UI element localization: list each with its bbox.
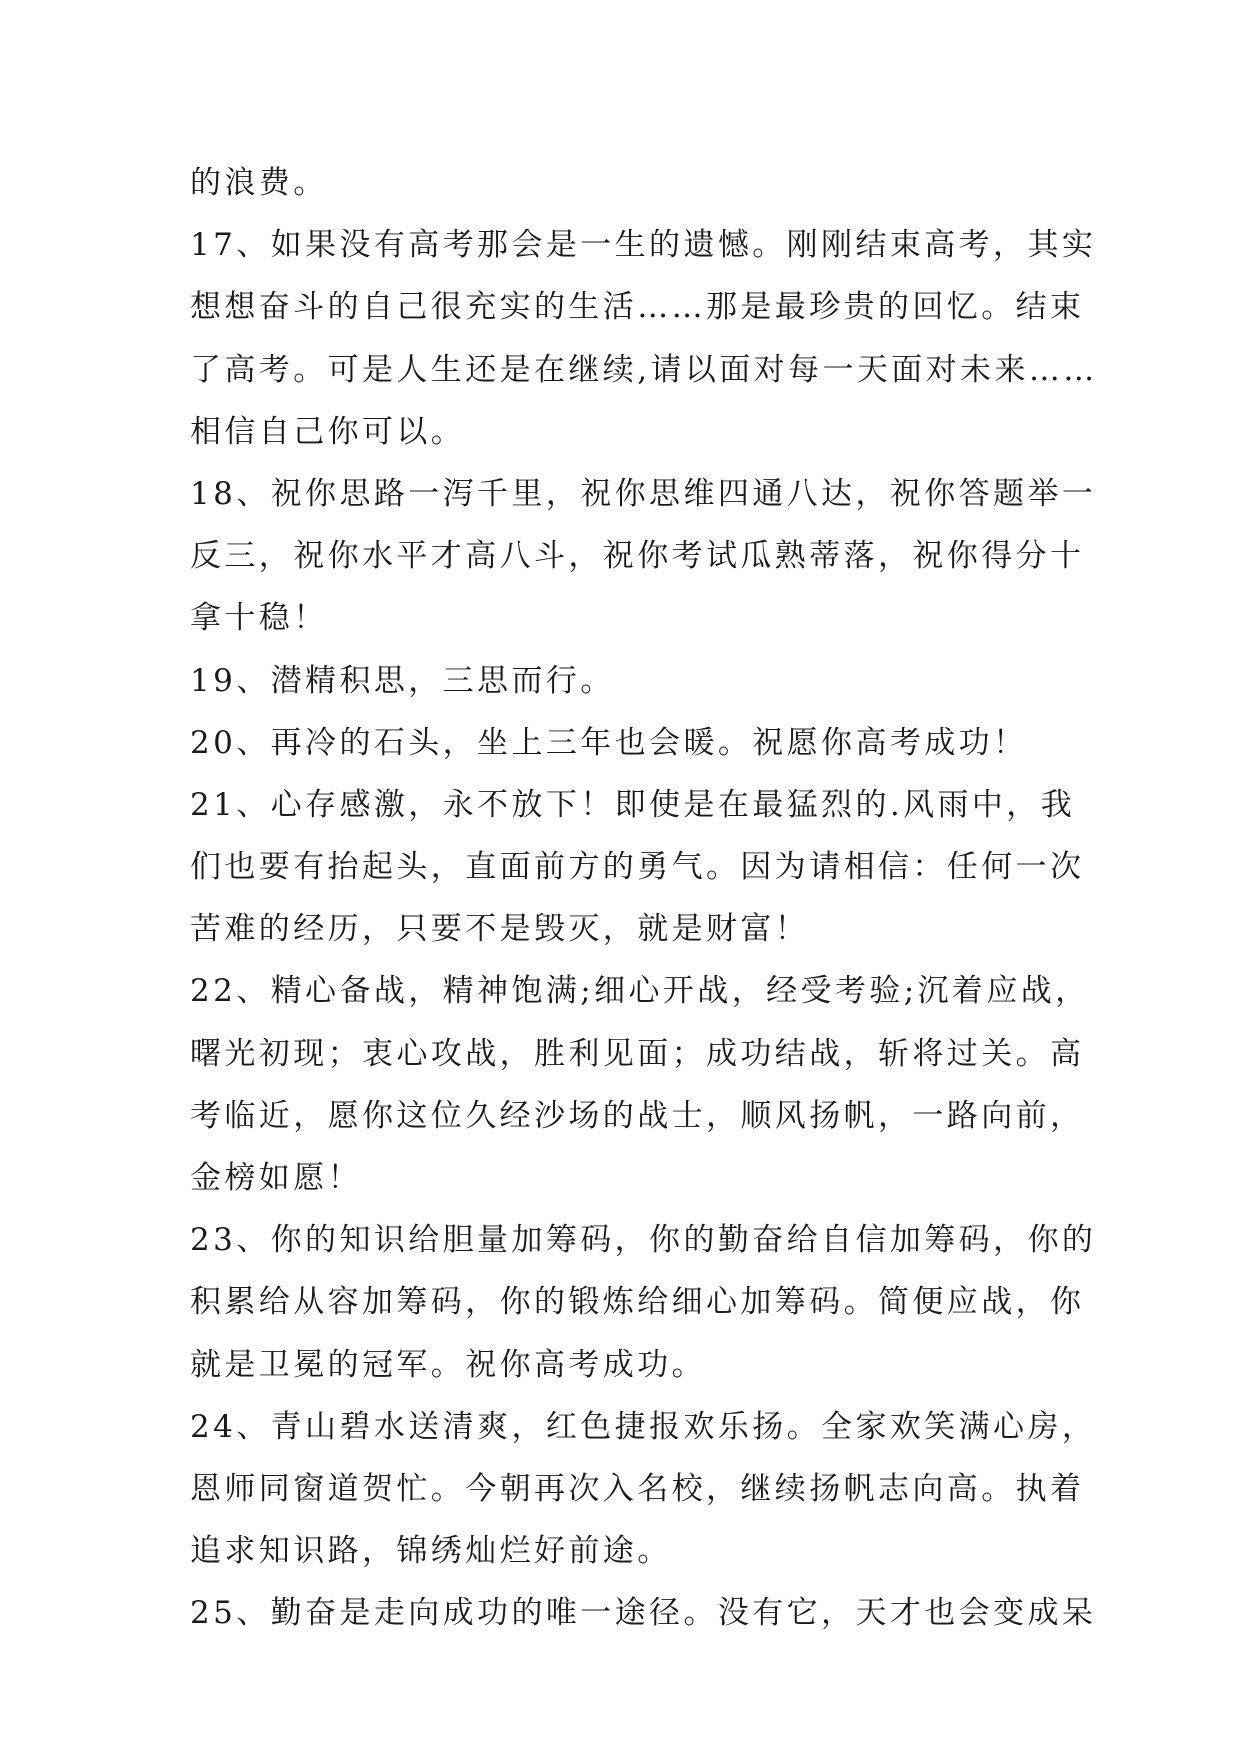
- text-line: 18、祝你思路一泻千里，祝你思维四通八达，祝你答题举一: [190, 475, 1097, 512]
- text-line: 积累给从容加筹码，你的锻炼给细心加筹码。简便应战，你: [190, 1284, 1085, 1321]
- text-line: 考临近，愿你这位久经沙场的战士，顺风扬帆，一路向前，: [190, 1097, 1085, 1134]
- text-line: 19、潜精积思，三思而行。: [190, 662, 615, 699]
- text-line: 拿十稳！: [190, 600, 328, 637]
- text-line: 22、精心备战，精神饱满;细心开战，经受考验;沉着应战，: [190, 973, 1090, 1010]
- text-line: 苦难的经历，只要不是毁灭，就是财富！: [190, 911, 810, 948]
- text-line: 恩师同窗道贺忙。今朝再次入名校，继续扬帆志向高。执着: [190, 1470, 1085, 1507]
- text-line: 相信自己你可以。: [190, 413, 466, 450]
- body-text: [190, 152, 1098, 1645]
- text-line: 20、再冷的石头，坐上三年也会暖。祝愿你高考成功！: [190, 724, 1028, 761]
- text-line: 23、你的知识给胆量加筹码，你的勤奋给自信加筹码，你的: [190, 1222, 1097, 1259]
- text-line: 了高考。可是人生还是在继续,请以面对每一天面对未来……: [190, 351, 1098, 388]
- text-line: 25、勤奋是走向成功的唯一途径。没有它，天才也会变成呆: [190, 1595, 1097, 1632]
- text-line: 金榜如愿！: [190, 1160, 362, 1196]
- text-line: 想想奋斗的自己很充实的生活……那是最珍贵的回忆。结束: [190, 289, 1085, 326]
- text-line: 17、如果没有高考那会是一生的遗憾。刚刚结束高考，其实: [190, 227, 1097, 264]
- text-line: 就是卫冕的冠军。祝你高考成功。: [190, 1346, 706, 1383]
- text-line: 的浪费。: [190, 165, 328, 201]
- text-line: 曙光初现；衷心攻战，胜利见面；成功结战，斩将过关。高: [190, 1035, 1085, 1072]
- text-line: 反三，祝你水平才高八斗，祝你考试瓜熟蒂落，祝你得分十: [190, 538, 1085, 575]
- text-line: 们也要有抬起头，直面前方的勇气。因为请相信：任何一次: [190, 849, 1085, 886]
- text-line: 21、心存感激，永不放下！即使是在最猛烈的.风雨中，我: [190, 786, 1076, 823]
- text-line: 追求知识路，锦绣灿烂好前途。: [190, 1533, 672, 1570]
- text-line: 24、青山碧水送清爽，红色捷报欢乐扬。全家欢笑满心房，: [190, 1408, 1097, 1445]
